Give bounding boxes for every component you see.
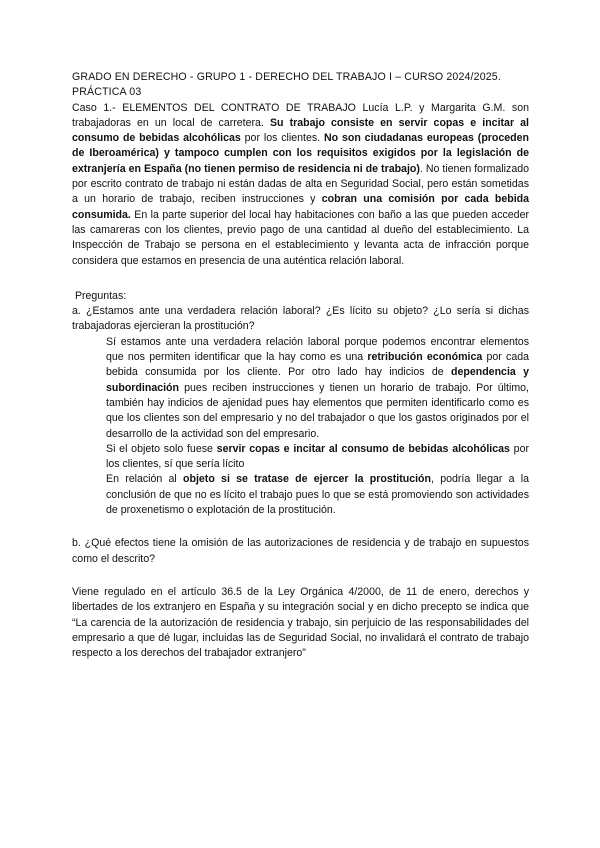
answer-a-paragraph-1 [106,335,529,442]
spacer [72,567,529,585]
case-statement [72,101,529,269]
header-line-1: GRADO EN DERECHO - GRUPO 1 - DERECHO DEL TRABAJO I – CURSO 2024/2025. [72,71,501,83]
answer-a-bold: servir copas e incitar al consumo de bebidas alcohólicas [216,442,510,455]
answer-a-text: , podría llegar a la conclusión de que no es lícito el trabajo pues lo que se está promoviendo son actividades de proxenetismo o explotación de la prostitución. [106,473,530,517]
case-text-1: Caso 1.- ELEMENTOS DEL CONTRATO DE TRABAJO Lucía L.P. y Margarita G.M. son trabajadoras en un local de carretera. [72,101,529,129]
header-line-2: PRÁCTICA 03 [72,86,142,99]
answer-a-text: En relación al [106,473,184,486]
case-text-4: En la parte superior del local hay habitaciones con baño a las que pueden acceder las camareras con los clientes, previo pago de una cantidad al dueño del establecimiento. La Inspección de Trabajo se persona en el establecimiento y levanta acta de infracción porque considera que estamos en presencia de una auténtica relación laboral. [72,208,529,267]
questions-label: Preguntas: [72,289,127,302]
answer-a-bold: retribución económica [367,351,483,364]
case-bold-1: Su trabajo consiste en servir copas e incitar al consumo de bebidas alcohólicas [72,116,529,145]
answer-a-text: pues reciben instrucciones y tienen un horario de trabajo. Por último, también hay indicios de ajenidad pues hay elementos que permiten identificarlo como es que los clientes son del empresario y no del trabajador o que los gastos originados por el desarrollo de la actividad son del empresario. [106,381,529,440]
document-page [72,70,529,661]
answer-a-bold: dependencia y subordinación [106,366,529,394]
answer-a-text: por cada bebida consumida por los cliente. Por otro lado hay indicios de [106,351,530,379]
answer-a-paragraph-3 [106,472,529,518]
spacer [72,269,529,289]
answer-a-paragraph-2 [106,442,529,473]
answer-a-text: Sí estamos ante una verdadera relación laboral porque podemos encontrar elementos que nos permiten identificar que la hay como es una [106,335,529,364]
answer-b: Viene regulado en el artículo 36.5 de la Ley Orgánica 4/2000, de 11 de enero, derechos y libertades de los extranjero en España y su integración social y en dicho precepto se indica que “La carencia de la autorización de residencia y trabajo, sin perjuicio de las responsabilidades del empresario a que dé lugar, incluidas las de Seguridad Social, no invalidará el contrato de trabajo respecto a los derechos del trabajador extranjero” [72,585,529,660]
question-a: a. ¿Estamos ante una verdadera relación laboral? ¿Es lícito su objeto? ¿Lo sería si dichas trabajadoras ejercieran la prostitución? [72,305,529,333]
case-bold-2: No son ciudadanas europeas (proceden de Iberoamérica) y tampoco cumplen con los requisitos exigidos por la legislación de extranjería en España (no tienen permiso de residencia ni de trabajo) [72,132,530,175]
spacer [72,518,529,536]
answer-a-text: por los clientes, sí que sería lícito [106,442,529,471]
answer-a [106,335,529,519]
answer-a-bold: objeto si se tratase de ejercer la prostitución [183,473,432,486]
question-b: b. ¿Qué efectos tiene la omisión de las autorizaciones de residencia y de trabajo en supuestos como el descrito? [72,537,529,565]
answer-a-text: Si el objeto solo fuese [106,442,217,455]
case-text-2: por los clientes. [240,132,324,145]
document-header [72,70,529,101]
case-bold-3: cobran una comisión por cada bebida consumida. [72,193,529,221]
case-text-3: . No tienen formalizado por escrito contrato de trabajo ni están dadas de alta en Seguridad Social, pero están sometidas a un horario de trabajo, reciben instrucciones y [72,162,529,206]
